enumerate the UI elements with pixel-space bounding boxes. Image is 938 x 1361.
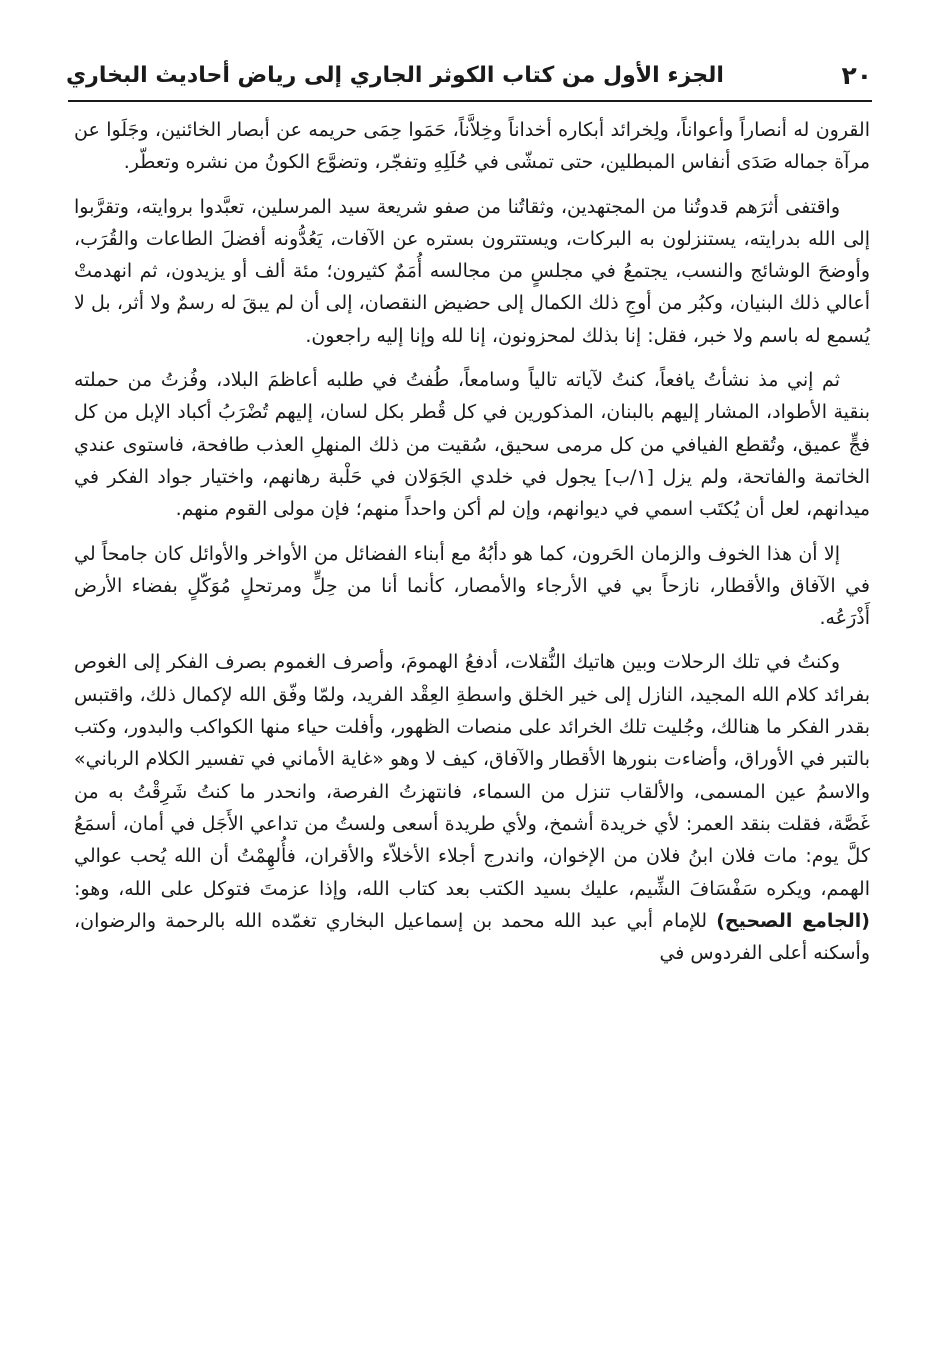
- header-rule: [68, 100, 872, 102]
- running-title: الجزء الأول من كتاب الكوثر الجاري إلى رياض أحاديث البخاري: [66, 62, 724, 88]
- page-number: ٢٠: [841, 60, 872, 90]
- paragraph-5-text-b: للإمام أبي عبد الله محمد بن إسماعيل البخاري تغمّده الله بالرحمة والرضوان، وأسكنه أعلى الفردوس في: [74, 909, 870, 965]
- body-text: [74, 114, 870, 969]
- paragraph-5: [74, 646, 870, 969]
- running-header: [66, 52, 872, 98]
- paragraph-3: ثم إني مذ نشأتُ يافعاً، كنتُ لآياته تالياً وسامعاً، طُفتُ في طلبه أعاظمَ البلاد، وفُزتُ من حملته بنقية الأطواد، المشار إليهم بالبنان، المذكورين في كل قُطر بكل لسان، إليهم تُضْرَبُ أكباد الإبل من كل فجٍّ عميق، وتُقطع الفيافي من كل مرمى سحيق، سُقيت من ذلك المنهلِ العذب طافحة، فاستوى عندي الخاتمة والفاتحة، ولم يزل [١/ب] يجول في خلدي الجَوَلان في حَلْبة رهانهم، واختيار جواد الفكر في ميدانهم، لعل أن يُكتَب اسمي في ديوانهم، وإن لم أكن واحداً منهم؛ فإن مولى القوم منهم.: [74, 369, 870, 521]
- paragraph-1: القرون له أنصاراً وأعواناً، ولِخرائد أبكاره أخداناً وخِلاَّناً، حَمَوا حِمَى حريمه عن أبصار الخائنين، وجَلَوا عن مرآة جماله صَدَى أنفاس المبطلين، حتى تمشّى في حُلَلِهِ وتفجّر، وتضوَّع الكونُ من نشره وتعطّر.: [74, 119, 870, 174]
- paragraph-4: إلا أن هذا الخوف والزمان الحَرون، كما هو دأبُهُ مع أبناء الفضائل من الأواخر والأوائل كان جامحاً لي في الآفاق والأقطار، نازحاً بي في الأرجاء والأمصار، كأنما أنا من حِلٍّ ومرتحلٍ مُوَكّلٍ بفضاء الأرض أَذْرَعُه.: [74, 542, 870, 630]
- paragraph-2: واقتفى أثرَهم قدوتُنا من المجتهدين، وثقاتُنا من صفو شريعة سيد المرسلين، تعبَّدوا بروايته، وتقرَّبوا إلى الله بدرايته، يستنزلون به البركات، ويستترون بستره عن الآفات، يَعُدُّونه أفضلَ الطاعات والقُرَب، وأوضحَ الوشائج والنسب، يجتمعُ في مجلسٍ من مجالسه أُمَمٌ كثيرون؛ مئة ألف أو يزيدون، ثم انهدمتْ أعالي ذلك البنيان، وكبُر من أوجِ ذلك الكمال إلى حضيض النقصان، إلى أن لم يبقَ له رسمٌ ولا أثر، بل لا يُسمع له باسم ولا خبر، فقل: إنا بذلك لمحزونون، إنا لله وإنا إليه راجعون.: [74, 195, 870, 347]
- book-title-emphasis: (الجامع الصحيح): [716, 909, 870, 932]
- paragraph-5-text-a: وكنتُ في تلك الرحلات وبين هاتيك النُّقلات، أدفعُ الهمومَ، وأصرف الغموم بصرف الفكر إلى الغوص بفرائد كلام الله المجيد، النازل إلى خير الخلق واسطةِ العِقْد الفريد، ولمّا وفّق الله لإكمال ذلك، واقتبس بقدر الفكر ما هنالك، وجُليت تلك الخرائد على منصات الظهور، وأفلت حياء منها الكواكب والبدور، وكتب بالتبر في الأوراق، وأضاءت بنورها الأقطار والآفاق، كيف لا وهو «غاية الأماني في تفسير الكلام الرباني» والاسمُ عين المسمى، والألقاب تنزل من السماء، فانتهزتُ الفرصة، وانحدر ما كنتُ شَرِقْتُ به من غَصَّة، فقلت بنقد العمر: لأي خريدة أشمخ، ولأي طريدة أسعى ولستُ من تداعي الأَجَل في أمان، أسمَعُ كلَّ يوم: مات فلان ابنُ فلان من الإخوان، واندرج أجلاء الأخلاّء والأقران، فأُلهِمْتُ أن الله يُحب عوالي الهمم، ويكره سَفْسَافَ الشِّيم، عليك بسيد الكتب بعد كتاب الله، وإذا عزمتَ فتوكل على الله، وهو:: [74, 651, 870, 900]
